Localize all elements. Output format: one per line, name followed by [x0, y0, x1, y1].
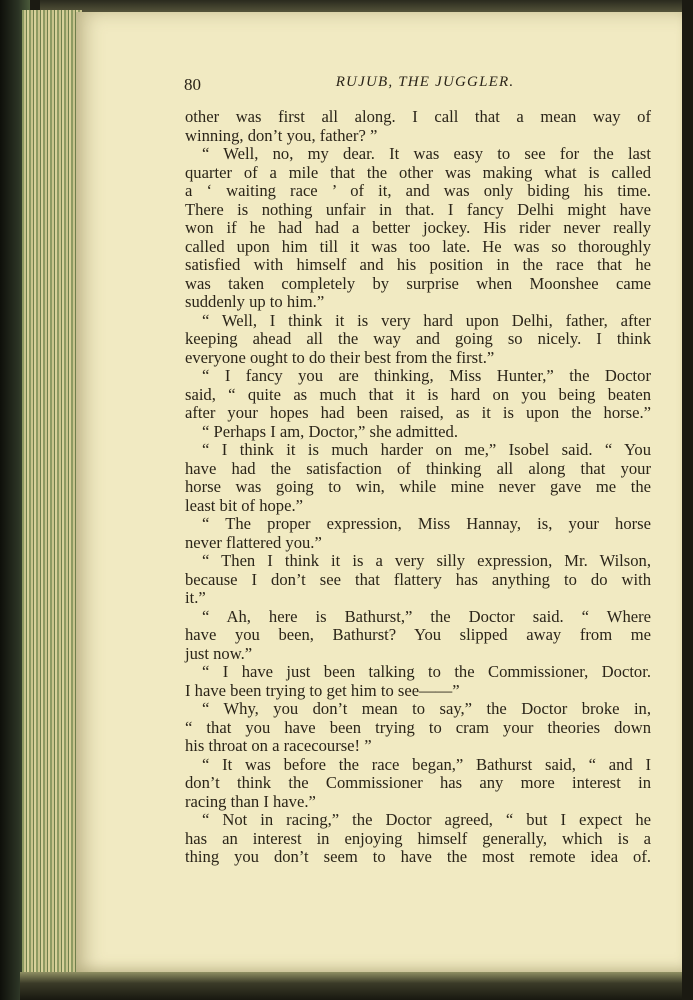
text-line: racing than I have.” [185, 791, 316, 811]
text-line: “ Not in racing,” the Doctor agreed, “ but I expect he [202, 810, 651, 829]
text-line: have you been, Bathurst? You slipped away from me [185, 625, 651, 644]
text-line: “ Why, you don’t mean to say,” the Doctor broke in, [202, 699, 651, 718]
text-line: everyone ought to do their best from the first.” [185, 347, 495, 367]
body-text [185, 108, 651, 867]
scan-border [682, 0, 693, 1000]
text-line: “ I fancy you are thinking, Miss Hunter,” the Doctor [202, 366, 651, 385]
text-line: a ‘ waiting race ’ of it, and was only biding his time. [185, 181, 651, 200]
text-line: after your hopes had been raised, as it is upon the horse.” [185, 403, 651, 422]
page-stack-edges [22, 10, 82, 985]
text-line: was taken completely by surprise when Moonshee came [185, 273, 651, 293]
page-number: 80 [184, 75, 201, 94]
text-line: “ Perhaps I am, Doctor,” she admitted. [202, 421, 458, 441]
text-line: “ Ah, here is Bathurst,” the Doctor said. “ Where [202, 606, 651, 626]
text-line: “ Then I think it is a very silly expression, Mr. Wilson, [202, 551, 651, 570]
text-line: “ It was before the race began,” Bathurst said, “ and I [202, 754, 651, 774]
text-line: quarter of a mile that the other was making what is called [185, 162, 651, 182]
text-line: has an interest in enjoying himself generally, which is a [185, 828, 651, 848]
text-line: least bit of hope.” [185, 495, 303, 515]
text-line: have had the satisfaction of thinking all along that your [185, 458, 651, 478]
text-line: never flattered you.” [185, 532, 322, 552]
text-line: other was first all along. I call that a mean way of [185, 107, 651, 126]
text-line: just now.” [185, 643, 253, 663]
text-line: keeping ahead all the way and going so nicely. I think [185, 329, 651, 348]
text-line: won if he had had a better jockey. His rider never really [185, 218, 651, 237]
text-line: horse was going to win, while mine never gave me the [185, 477, 651, 496]
text-line: it.” [185, 588, 206, 607]
book-bottom-edge [20, 972, 693, 1000]
text-line: “ I think it is much harder on me,” Isobel said. “ You [202, 440, 651, 459]
text-line: satisfied with himself and his position in the race that he [185, 255, 651, 274]
text-line: “ Well, I think it is very hard upon Delhi, father, after [202, 310, 651, 330]
text-line: There is nothing unfair in that. I fancy Delhi might have [185, 199, 651, 219]
running-title: RUJUB, THE JUGGLER. [335, 74, 515, 90]
text-line: because I don’t see that flattery has anything to do with [185, 569, 651, 589]
text-line: “ Well, no, my dear. It was easy to see for the last [202, 144, 651, 163]
text-line: said, “ quite as much that it is hard on you being beaten [185, 384, 651, 404]
text-line: “ that you have been trying to cram your theories down [185, 717, 651, 737]
text-line: “ I have just been talking to the Commissioner, Doctor. [202, 662, 651, 681]
text-line: I have been trying to get him to see——” [185, 680, 460, 700]
text-line: his throat on a racecourse! ” [185, 736, 372, 755]
text-line: called upon him till it was too late. He was so thoroughly [185, 236, 651, 256]
text-line: suddenly up to him.” [185, 292, 325, 311]
text-line: thing you don’t seem to have the most remote idea of. [185, 847, 651, 866]
text-line: “ The proper expression, Miss Hannay, is, your horse [202, 514, 651, 533]
text-line: winning, don’t you, father? ” [185, 125, 378, 145]
text-line: don’t think the Commissioner has any more interest in [185, 773, 651, 792]
